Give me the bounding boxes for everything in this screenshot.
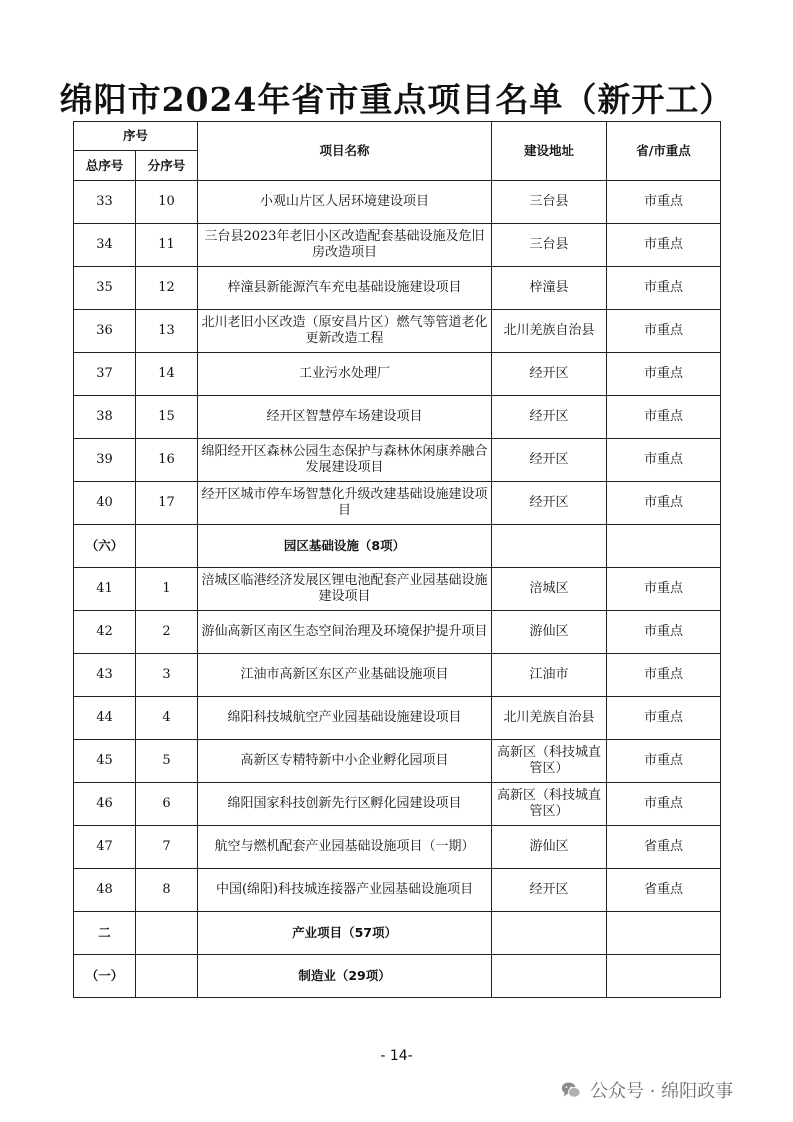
header-total-seq: 总序号 [74,151,136,181]
cell-level: 市重点 [607,783,721,826]
cell-project-name: 小观山片区人居环境建设项目 [198,181,492,224]
cell-sub-seq: 5 [136,740,198,783]
table-row [74,310,721,353]
cell-location: 梓潼县 [492,267,607,310]
cell-project-name: 绵阳国家科技创新先行区孵化园建设项目 [198,783,492,826]
cell-location: 北川羌族自治县 [492,697,607,740]
cell-level [607,525,721,568]
header-sub-seq: 分序号 [136,151,198,181]
section-row [74,525,721,568]
cell-project-name: 三台县2023年老旧小区改造配套基础设施及危旧房改造项目 [198,224,492,267]
header-location: 建设地址 [492,122,607,181]
cell-sub-seq: 15 [136,396,198,439]
cell-project-name: 游仙高新区南区生态空间治理及环境保护提升项目 [198,611,492,654]
cell-total-seq: 33 [74,181,136,224]
cell-sub-seq: 8 [136,869,198,912]
cell-level [607,912,721,955]
cell-level: 市重点 [607,396,721,439]
cell-project-name: 梓潼县新能源汽车充电基础设施建设项目 [198,267,492,310]
table-row [74,697,721,740]
table-body [74,181,721,998]
cell-total-seq: 二 [74,912,136,955]
table-row [74,869,721,912]
project-table [73,121,721,998]
cell-level: 市重点 [607,353,721,396]
watermark [560,1077,733,1103]
cell-location [492,525,607,568]
header-name: 项目名称 [198,122,492,181]
cell-total-seq: 43 [74,654,136,697]
cell-project-name: 江油市高新区东区产业基础设施项目 [198,654,492,697]
section-row [74,955,721,998]
cell-level: 市重点 [607,310,721,353]
cell-total-seq: 47 [74,826,136,869]
cell-location: 三台县 [492,224,607,267]
cell-project-name: 涪城区临港经济发展区锂电池配套产业园基础设施建设项目 [198,568,492,611]
cell-level: 省重点 [607,826,721,869]
cell-total-seq: 35 [74,267,136,310]
cell-location: 高新区（科技城直管区） [492,783,607,826]
cell-level: 市重点 [607,181,721,224]
cell-sub-seq [136,525,198,568]
page-number: - 14- [380,1048,413,1064]
cell-location: 北川羌族自治县 [492,310,607,353]
cell-total-seq: 44 [74,697,136,740]
document-title: 绵阳市2024年省市重点项目名单（新开工） [59,80,734,119]
table-row [74,826,721,869]
cell-project-name: 绵阳科技城航空产业园基础设施建设项目 [198,697,492,740]
cell-total-seq: 38 [74,396,136,439]
table-row [74,267,721,310]
cell-project-name: 经开区城市停车场智慧化升级改建基础设施建设项目 [198,482,492,525]
cell-total-seq: 48 [74,869,136,912]
watermark-text: 公众号 · 绵阳政事 [590,1081,734,1102]
cell-sub-seq: 3 [136,654,198,697]
table-row [74,568,721,611]
cell-project-name: 中国(绵阳)科技城连接器产业园基础设施项目 [198,869,492,912]
cell-sub-seq: 16 [136,439,198,482]
cell-location: 游仙区 [492,826,607,869]
cell-level: 市重点 [607,568,721,611]
cell-level: 市重点 [607,482,721,525]
cell-sub-seq: 13 [136,310,198,353]
cell-project-name: 制造业（29项） [198,955,492,998]
cell-level: 市重点 [607,224,721,267]
cell-location: 涪城区 [492,568,607,611]
section-row [74,912,721,955]
cell-sub-seq: 4 [136,697,198,740]
cell-project-name: 北川老旧小区改造（原安昌片区）燃气等管道老化更新改造工程 [198,310,492,353]
cell-location: 游仙区 [492,611,607,654]
cell-level: 市重点 [607,439,721,482]
table-row [74,654,721,697]
cell-location: 江油市 [492,654,607,697]
table-row [74,611,721,654]
cell-location: 三台县 [492,181,607,224]
cell-level: 市重点 [607,697,721,740]
cell-sub-seq: 10 [136,181,198,224]
table-row [74,224,721,267]
cell-sub-seq: 14 [136,353,198,396]
cell-project-name: 高新区专精特新中小企业孵化园项目 [198,740,492,783]
cell-sub-seq: 7 [136,826,198,869]
cell-project-name: 园区基础设施（8项） [198,525,492,568]
cell-project-name: 航空与燃机配套产业园基础设施项目（一期） [198,826,492,869]
header-seq: 序号 [74,122,198,151]
cell-total-seq: （一） [74,955,136,998]
cell-sub-seq: 6 [136,783,198,826]
cell-project-name: 绵阳经开区森林公园生态保护与森林休闲康养融合发展建设项目 [198,439,492,482]
cell-level: 省重点 [607,869,721,912]
cell-total-seq: 34 [74,224,136,267]
cell-level: 市重点 [607,611,721,654]
table-row [74,439,721,482]
cell-total-seq: 46 [74,783,136,826]
cell-total-seq: 37 [74,353,136,396]
cell-sub-seq [136,912,198,955]
cell-location: 经开区 [492,396,607,439]
cell-total-seq: 40 [74,482,136,525]
cell-total-seq: （六） [74,525,136,568]
table-row [74,396,721,439]
cell-level [607,955,721,998]
cell-location: 经开区 [492,482,607,525]
wechat-icon [560,1079,582,1101]
table-row [74,740,721,783]
cell-total-seq: 36 [74,310,136,353]
cell-sub-seq [136,955,198,998]
cell-sub-seq: 1 [136,568,198,611]
table-row [74,181,721,224]
cell-total-seq: 42 [74,611,136,654]
cell-location [492,912,607,955]
cell-sub-seq: 17 [136,482,198,525]
cell-project-name: 产业项目（57项） [198,912,492,955]
header-level: 省/市重点 [607,122,721,181]
cell-project-name: 工业污水处理厂 [198,353,492,396]
table-row [74,783,721,826]
cell-sub-seq: 2 [136,611,198,654]
cell-total-seq: 41 [74,568,136,611]
cell-level: 市重点 [607,654,721,697]
cell-level: 市重点 [607,740,721,783]
cell-sub-seq: 11 [136,224,198,267]
cell-total-seq: 39 [74,439,136,482]
cell-total-seq: 45 [74,740,136,783]
cell-level: 市重点 [607,267,721,310]
cell-project-name: 经开区智慧停车场建设项目 [198,396,492,439]
cell-location: 经开区 [492,353,607,396]
cell-sub-seq: 12 [136,267,198,310]
table-row [74,482,721,525]
cell-location [492,955,607,998]
cell-location: 经开区 [492,869,607,912]
cell-location: 经开区 [492,439,607,482]
cell-location: 高新区（科技城直管区） [492,740,607,783]
table-row [74,353,721,396]
